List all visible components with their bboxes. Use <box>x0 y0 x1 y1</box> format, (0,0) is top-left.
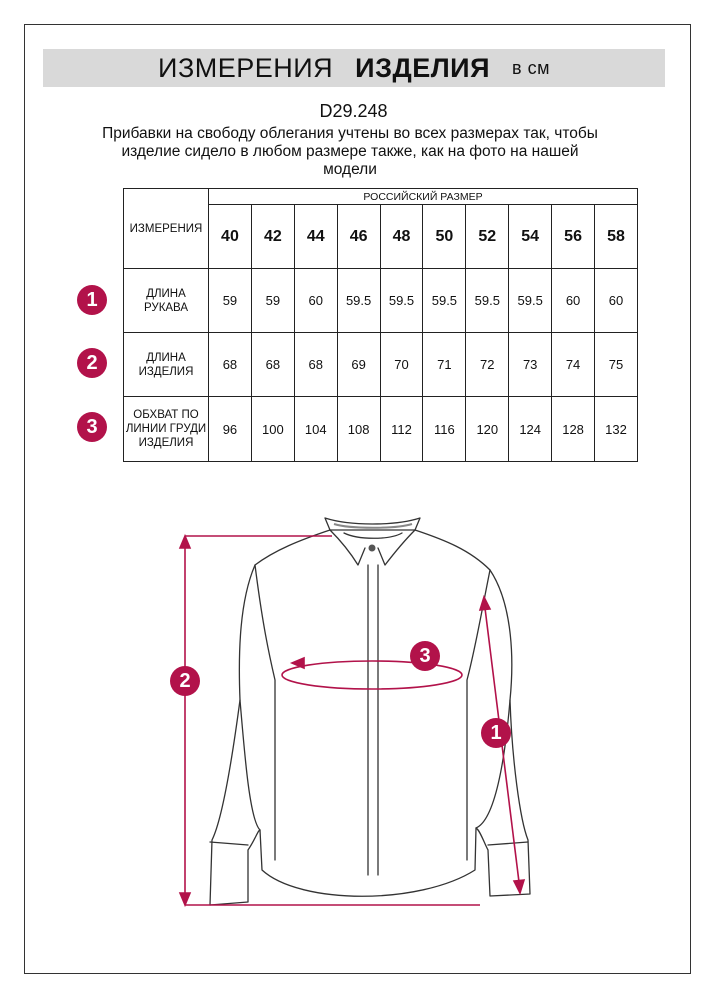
size-system-header: РОССИЙСКИЙ РАЗМЕР <box>209 189 638 205</box>
measurement-value-cell: 112 <box>380 397 423 462</box>
size-header-cell: 42 <box>251 205 294 269</box>
measurement-value-cell: 104 <box>294 397 337 462</box>
size-header-cell: 56 <box>552 205 595 269</box>
row-badge-1: 1 <box>77 285 107 315</box>
measurement-label: ОБХВАТ ПО ЛИНИИ ГРУДИ ИЗДЕЛИЯ <box>124 397 209 462</box>
size-header-cell: 54 <box>509 205 552 269</box>
measurement-value-cell: 71 <box>423 333 466 397</box>
measurement-value-cell: 108 <box>337 397 380 462</box>
measurement-value-cell: 116 <box>423 397 466 462</box>
measurement-value-cell: 132 <box>595 397 638 462</box>
measurement-value-cell: 59.5 <box>380 269 423 333</box>
table-corner-label: ИЗМЕРЕНИЯ <box>124 189 209 269</box>
measurement-label: ДЛИНА ИЗДЕЛИЯ <box>124 333 209 397</box>
measurement-value-cell: 59.5 <box>466 269 509 333</box>
measurement-value-cell: 69 <box>337 333 380 397</box>
measurement-value-cell: 120 <box>466 397 509 462</box>
product-code: D29.248 <box>319 101 388 121</box>
measurement-value-cell: 100 <box>251 397 294 462</box>
measurement-label: ДЛИНА РУКАВА <box>124 269 209 333</box>
measurement-value-cell: 70 <box>380 333 423 397</box>
measurement-value-cell: 59.5 <box>509 269 552 333</box>
size-header-cell: 58 <box>595 205 638 269</box>
title-word-1: ИЗМЕРЕНИЯ <box>158 52 334 83</box>
size-header-cell: 52 <box>466 205 509 269</box>
measurement-value-cell: 60 <box>595 269 638 333</box>
measurement-value-cell: 59 <box>251 269 294 333</box>
size-header-cell: 50 <box>423 205 466 269</box>
measurement-value-cell: 75 <box>595 333 638 397</box>
title-word-2: ИЗДЕЛИЯ <box>355 52 490 83</box>
measurement-value-cell: 96 <box>209 397 252 462</box>
size-header-cell: 46 <box>337 205 380 269</box>
measurement-value-cell: 124 <box>509 397 552 462</box>
measurement-value-cell: 60 <box>294 269 337 333</box>
measurement-value-cell: 74 <box>552 333 595 397</box>
title-unit: в см <box>512 57 550 78</box>
measurement-value-cell: 128 <box>552 397 595 462</box>
collar-button <box>369 545 376 552</box>
diagram-badge-chest: 3 <box>410 641 440 671</box>
measurement-value-cell: 72 <box>466 333 509 397</box>
measurement-value-cell: 59.5 <box>337 269 380 333</box>
size-header-cell: 44 <box>294 205 337 269</box>
measurement-value-cell: 60 <box>552 269 595 333</box>
row-badge-2: 2 <box>77 348 107 378</box>
diagram-badge-length: 2 <box>170 666 200 696</box>
measurement-value-cell: 59.5 <box>423 269 466 333</box>
size-header-cell: 40 <box>209 205 252 269</box>
measurement-value-cell: 73 <box>509 333 552 397</box>
size-header-cell: 48 <box>380 205 423 269</box>
measurement-value-cell: 68 <box>251 333 294 397</box>
fit-note: Прибавки на свободу облегания учтены во всех размерах так, чтобы изделие сидело в любом размере также, как на фото на нашей модели <box>102 125 598 178</box>
measurement-value-cell: 68 <box>209 333 252 397</box>
measurement-value-cell: 68 <box>294 333 337 397</box>
row-badge-3: 3 <box>77 412 107 442</box>
measurement-value-cell: 59 <box>209 269 252 333</box>
diagram-badge-sleeve: 1 <box>481 718 511 748</box>
